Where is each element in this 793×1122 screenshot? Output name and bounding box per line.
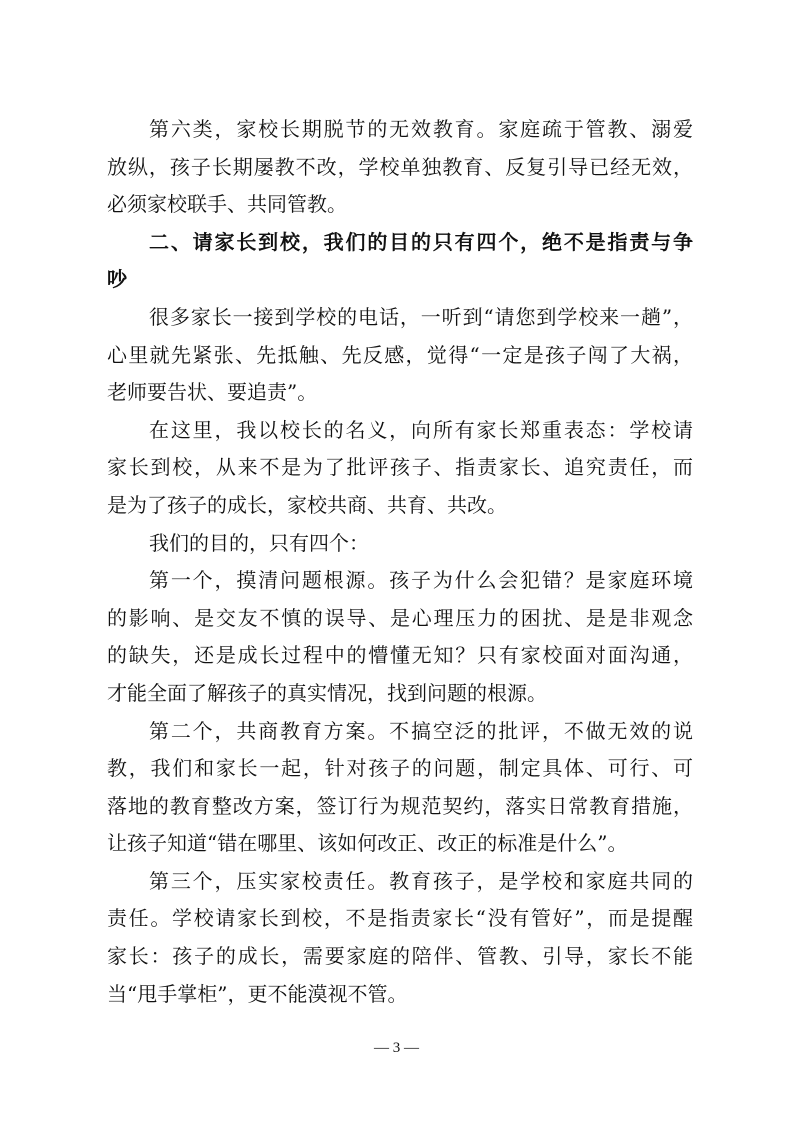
text-line: 第六类，家校长期脱节的无效教育。家庭疏于管教、溺爱 — [149, 117, 693, 141]
page-number: — 3 — — [374, 1040, 419, 1056]
paragraph-goal-two — [107, 713, 693, 863]
text-line: 教，我们和家长一起，针对孩子的问题，制定具体、可行、可 — [107, 756, 693, 781]
paragraph-four-goals — [107, 525, 693, 563]
text-line: 必须家校联手、共同管教。 — [107, 192, 347, 217]
heading-line: 二、请家长到校，我们的目的只有四个，绝不是指责与争 — [149, 229, 693, 254]
text-line: 第一个，摸清问题根源。孩子为什么会犯错？是家庭环境 — [149, 568, 693, 593]
text-line: 是为了孩子的成长，家校共商、共育、共改。 — [107, 492, 507, 517]
text-line: 的影响、是交友不慎的误导、是心理压力的困扰、是是非观念 — [107, 605, 693, 630]
document-body — [107, 111, 693, 1013]
text-line: 在这里，我以校长的名义，向所有家长郑重表态：学校请 — [149, 417, 693, 442]
text-line: 我们的目的，只有四个： — [149, 530, 369, 555]
text-line: 让孩子知道“错在哪里、该如何改正、改正的标准是什么”。 — [107, 831, 628, 856]
text-line: 很多家长一接到学校的电话，一听到“请您到学校来一趟”， — [149, 304, 693, 329]
paragraph-goal-three — [107, 863, 693, 1013]
heading-line: 吵 — [107, 267, 127, 292]
text-line: 第三个，压实家校责任。教育孩子，是学校和家庭共同的 — [149, 868, 693, 893]
section-heading — [107, 224, 693, 299]
paragraph-principal-statement — [107, 412, 693, 525]
text-line: 落地的教育整改方案，签订行为规范契约，落实日常教育措施， — [107, 793, 693, 818]
text-line: 的缺失，还是成长过程中的懵懂无知？只有家校面对面沟通， — [107, 643, 693, 668]
text-line: 心里就先紧张、先抵触、先反感，觉得“一定是孩子闯了大祸， — [107, 342, 693, 367]
text-line: 家长：孩子的成长，需要家庭的陪伴、管教、引导，家长不能 — [107, 944, 693, 969]
paragraph-goal-one — [107, 562, 693, 712]
text-line: 放纵，孩子长期屡教不改，学校单独教育、反复引导已经无效， — [107, 154, 693, 179]
text-line: 当“甩手掌柜”，更不能漠视不管。 — [107, 981, 408, 1006]
paragraph-category-six — [107, 111, 693, 224]
text-line: 才能全面了解孩子的真实情况，找到问题的根源。 — [107, 680, 547, 705]
text-line: 责任。学校请家长到校，不是指责家长“没有管好”，而是提醒 — [107, 906, 693, 931]
paragraph-parent-reaction — [107, 299, 693, 412]
text-line: 老师要告状、要追责”。 — [107, 380, 318, 405]
text-line: 第二个，共商教育方案。不搞空泛的批评，不做无效的说 — [149, 718, 693, 743]
text-line: 家长到校，从来不是为了批评孩子、指责家长、追究责任，而 — [107, 455, 693, 480]
